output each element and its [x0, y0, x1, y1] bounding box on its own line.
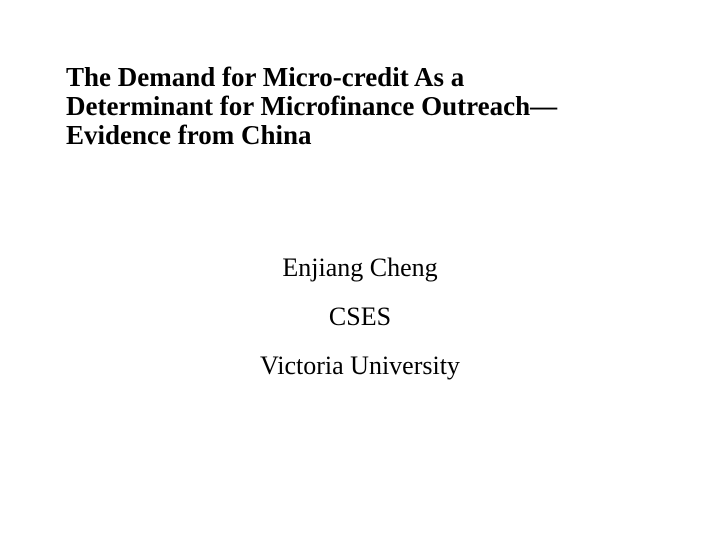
slide-title: [66, 63, 686, 150]
author-affiliation: CSES: [328, 302, 392, 331]
title-line-2: Determinant for Microfinance Outreach—: [66, 91, 558, 121]
title-line-1: The Demand for Micro-credit As a: [66, 62, 465, 92]
author-name: Enjiang Cheng: [282, 253, 438, 282]
author-institution: Victoria University: [260, 351, 460, 380]
title-line-3: Evidence from China: [66, 120, 312, 150]
author-block: [0, 250, 720, 397]
